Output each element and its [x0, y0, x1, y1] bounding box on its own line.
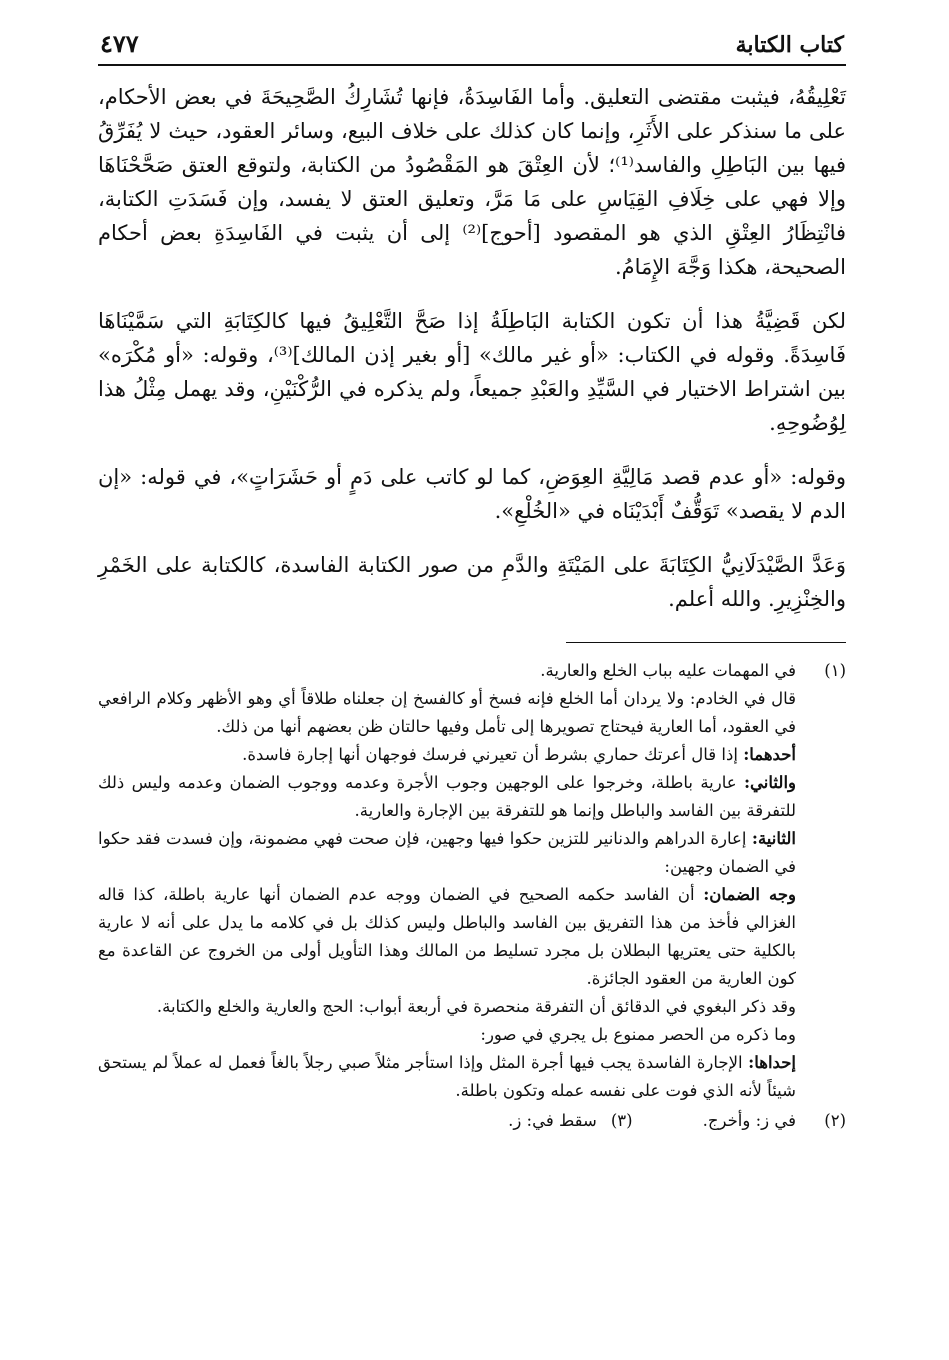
- footnote-number: (٣): [610, 1111, 633, 1130]
- page-header: [98, 18, 846, 66]
- footnote-line: [98, 769, 796, 825]
- footnote-number: (٢): [824, 1111, 846, 1130]
- book-page: [98, 18, 846, 1135]
- page-number: ٤٧٧: [100, 29, 139, 58]
- footnote-line: في المهمات عليه بباب الخلع والعارية.: [540, 661, 796, 680]
- footnotes: [98, 657, 846, 1135]
- footnote-text: أن الفاسد حكمه الصحيح في الضمان ووجه عدم الضمان أنها عارية باطلة، كذا قاله الغزالي فأخذ من هذا التفريق بين الفاسد والباطل وليس كذلك بل في كلامه ما يدل على أنه لا عارية بالكلية حتى يعتريها البطلان بل مجرد تسليط من المالك وهذا التأويل أولى من الخروج عن القاعدة مع كون العارية من العقود الجائزة.: [98, 885, 796, 988]
- footnote-label: وجه الضمان:: [703, 885, 797, 904]
- footnote-body: [98, 657, 796, 1105]
- footnote-text: الإجارة الفاسدة يجب فيها أجرة المثل وإذا استأجر مثلاً صبي رجلاً بالغاً فعمل له عملاً لم يستحق شيئاً لأنه الذي فوت على نفسه عمله وتكون باطلة.: [98, 1053, 796, 1100]
- footnote-number: (١): [824, 661, 846, 680]
- paragraph: تَعْلِيقُهُ، فيثبت مقتضى التعليق. وأما الفَاسِدَةُ، فإنها تُشَارِكُ الصَّحِيحَةَ في بعض الأحكام، على ما سنذكر على الأَثَرِ، وإنما كان كذلك على خلاف البيع، وسائر العقود، حيث لا يُفَرِّقُ فيها بين البَاطِلِ والفاسد⁽¹⁾؛ لأن العِتْقَ هو المَقْصُودُ من الكتابة، ولتوقع العتق صَحَّحْنَاهَا وإلا فهي على خِلَافِ القِيَاسِ على مَا مَرَّ، وتعليق العتق لا يفسد، وإن فَسَدَتِ الكتابة، فانْتِظَارُ العِتْقِ الذي هو المقصود [أحوج]⁽²⁾ إلى أن يثبت في الفَاسِدَةِ بعض أحكام الصحيحة، هكذا وَجَّهَ الإِمَامُ.: [98, 85, 847, 279]
- footnote-line: [98, 825, 796, 881]
- footnote-line: [98, 1049, 796, 1105]
- footnote-label: إحداها:: [748, 1053, 796, 1072]
- main-text: [98, 80, 846, 616]
- footnote-text: عارية باطلة، وخرجوا على الوجهين وجوب الأجرة وعدمه ووجوب الضمان وعدمه وليس ذلك للتفرقة بين الفاسد والباطل وإنما هو للتفرقة بين الإجارة والعارية.: [98, 773, 796, 820]
- footnote-separator: [566, 642, 846, 643]
- footnote-3: [508, 1107, 633, 1135]
- paragraph: لكن قَضِيَّةُ هذا أن تكون الكتابة البَاطِلَةُ إذا صَحَّ التَّعْلِيقُ فيها كالكِتَابَةِ التي سَمَّيْنَاهَا فَاسِدَةً. وقوله في الكتاب: «أو غير مالك» [أو بغير إذن المالك]⁽³⁾، وقوله: «أو مُكْرَه» بين اشتراط الاختيار في السَّيِّدِ والعَبْدِ جميعاً، ولم يذكره في الرُّكْنَيْنِ، وقد يهمل مِثْلُ هذا لِوُضُوحِهِ.: [98, 309, 846, 435]
- footnote-line: [98, 881, 796, 993]
- footnote-inline-row: [508, 1107, 846, 1135]
- paragraph: وقوله: «أو عدم قصد مَالِيَّةِ العِوَضِ، كما لو كاتب على دَمٍ أو حَشَرَاتٍ»، في قوله: «إن الدم لا يقصد» تَوَقُّفٌ أَبْدَيْنَاه في «الخُلْعِ».: [98, 465, 846, 523]
- footnote-2: [703, 1107, 846, 1135]
- running-title: كتاب الكتابة: [735, 32, 844, 58]
- footnote-text: إعارة الدراهم والدنانير للتزين حكوا فيها وجهين، فإن صحت فهي مضمونة، وإن فسدت فقد حكوا في الضمان وجهين:: [98, 829, 796, 876]
- footnotes-2-3: [98, 1107, 846, 1135]
- footnote-line: قال في الخادم: ولا يردان أما الخلع فإنه فسخ أو كالفسخ إن جعلناه طلاقاً أي وهو الأظهر وكلام الرافعي في العقود، أما العارية فيحتاج تصويرها إلى تأمل وفيها حالتان ظن بعضهم أنها من ذلك.: [98, 689, 796, 736]
- paragraph: وَعَدَّ الصَّيْدَلَانِيُّ الكِتَابَةَ على المَيْتَةِ والدَّمِ من صور الكتابة الفاسدة، كالكتابة على الخَمْرِ والخِنْزِيرِ. والله أعلم.: [98, 553, 846, 611]
- footnote-line: وما ذكره من الحصر ممنوع بل يجري في صور:: [480, 1025, 796, 1044]
- footnote-label: أحدهما:: [743, 745, 796, 764]
- footnote-text: سقط في: ز.: [508, 1111, 597, 1130]
- footnote-label: والثاني:: [743, 773, 796, 792]
- footnote-text: في ز: وأخرج.: [702, 1111, 796, 1130]
- footnote-text: إذا قال أعرتك حماري بشرط أن تعيرني فرسك فوجهان أنها إجارة فاسدة.: [242, 745, 738, 764]
- footnote-line: [98, 741, 796, 769]
- footnote-label: الثانية:: [751, 829, 796, 848]
- footnote-1: [98, 657, 846, 1105]
- footnote-line: وقد ذكر البغوي في الدقائق أن التفرقة منحصرة في أربعة أبواب: الحج والعارية والخلع والكتابة.: [156, 997, 796, 1016]
